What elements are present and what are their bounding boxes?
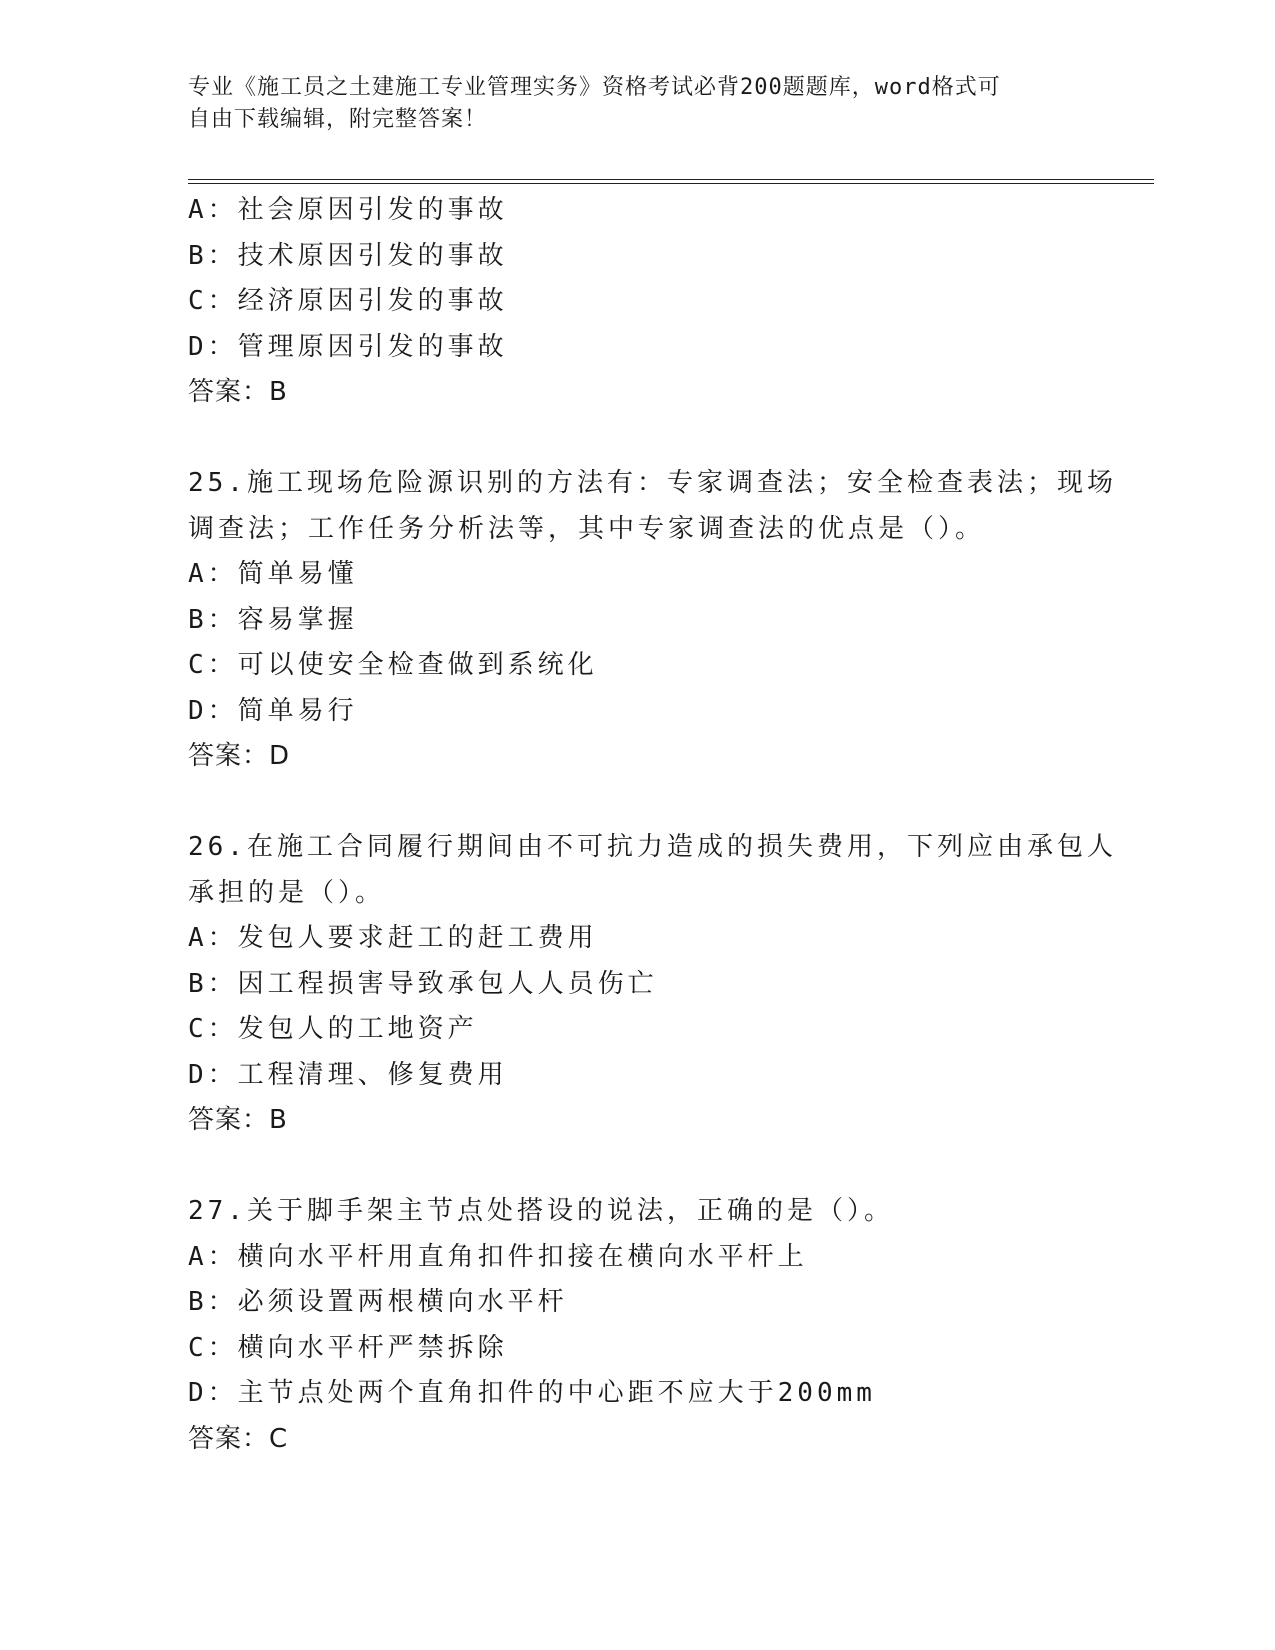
option-c: C：发包人的工地资产 [188,1014,478,1044]
spacer [188,1144,1088,1190]
option-c: C：经济原因引发的事故 [188,286,508,316]
option-b: B：必须设置两根横向水平杆 [188,1287,568,1317]
answer: 答案：B [188,1105,288,1135]
document-header [188,72,1068,136]
question-26 [188,825,1117,1144]
option-a: A：发包人要求赶工的赶工费用 [188,923,598,953]
spacer [188,780,1088,826]
option-d: D：工程清理、修复费用 [188,1059,508,1090]
question-list [188,188,1117,1462]
answer: 答案：B [188,377,288,407]
question-stem-continued: 承担的是（）。 [188,877,386,908]
option-d: D：管理原因引发的事故 [188,331,508,362]
header-divider-top [188,179,1154,180]
question-27 [188,1189,1088,1462]
option-a: A：横向水平杆用直角扣件扣接在横向水平杆上 [188,1241,808,1272]
question-stem: 26.在施工合同履行期间由不可抗力造成的损失费用，下列应由承包人 [188,832,1117,862]
option-d: D：简单易行 [188,695,358,726]
header-line-2: 自由下载编辑，附完整答案！ [188,107,488,132]
option-b: B：技术原因引发的事故 [188,240,508,271]
question-stem: 25.施工现场危险源识别的方法有：专家调查法；安全检查表法；现场 [188,468,1117,498]
answer: 答案：C [188,1423,289,1454]
option-c: C：可以使安全检查做到系统化 [188,650,598,680]
question-continued [188,188,1088,416]
question-stem: 27.关于脚手架主节点处搭设的说法，正确的是（）。 [188,1196,894,1226]
option-d: D：主节点处两个直角扣件的中心距不应大于200mm [188,1378,876,1408]
option-a: A：简单易懂 [188,559,358,589]
header-line-1: 专业《施工员之土建施工专业管理实务》资格考试必背200题题库，word格式可 [188,75,1001,100]
header-divider-bottom [188,183,1154,184]
spacer [188,416,1088,462]
option-a: A：社会原因引发的事故 [188,195,508,225]
option-c: C：横向水平杆严禁拆除 [188,1332,508,1363]
option-b: B：因工程损害导致承包人人员伤亡 [188,968,658,999]
question-25 [188,461,1117,780]
question-stem-continued: 调查法；工作任务分析法等，其中专家调查法的优点是（）。 [188,513,986,544]
answer: 答案：D [188,741,291,771]
option-b: B：容易掌握 [188,604,358,635]
